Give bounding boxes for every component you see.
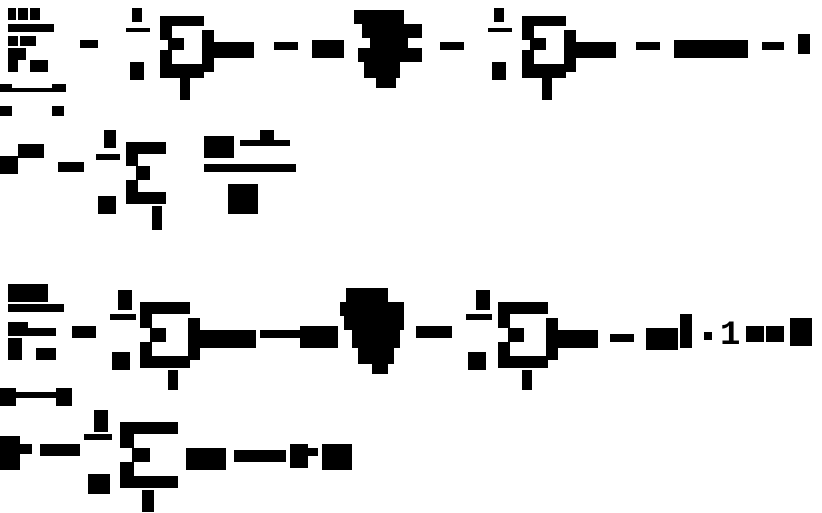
- minus-sign: [274, 42, 298, 50]
- fraction-one: [118, 290, 132, 310]
- sigma-top: [498, 302, 548, 314]
- glyph-pixel: [28, 328, 56, 336]
- glyph-pixel: [576, 42, 616, 58]
- arrow-right-icon: [52, 84, 66, 92]
- glyph-pixel: [0, 436, 20, 470]
- sigma-mid: [508, 328, 524, 342]
- glyph-pixel: [8, 48, 26, 60]
- sigma-subscript: [152, 206, 162, 230]
- glyph-pixel: [340, 302, 404, 316]
- glyph-pixel: [214, 42, 254, 58]
- arrow-right-icon: [56, 388, 72, 406]
- glyph-pixel: [646, 328, 678, 350]
- glyph-pixel: [18, 144, 44, 158]
- glyph-pixel: [18, 8, 28, 20]
- glyph-pixel: [546, 318, 558, 360]
- sigma-mid: [150, 328, 166, 342]
- glyph-pixel: [200, 330, 256, 348]
- sigma-mid: [168, 38, 184, 50]
- equals-sign: [72, 326, 96, 338]
- equals-sign: [80, 40, 98, 48]
- glyph-pixel: [300, 326, 338, 348]
- equals-sign: [416, 326, 452, 338]
- sigma-left: [498, 314, 510, 328]
- fraction-one: [104, 130, 116, 148]
- trailing-digit-0: [790, 318, 812, 346]
- multiply-dot: [308, 448, 318, 456]
- sigma-bottom: [160, 64, 204, 78]
- glyph-pixel: [8, 60, 18, 72]
- fraction-one: [94, 410, 108, 432]
- glyph-pixel: [364, 62, 400, 78]
- sigma-left-bottom: [498, 342, 510, 356]
- sigma-top: [160, 16, 204, 26]
- glyph-pixel: [372, 364, 388, 374]
- glyph-pixel: [228, 184, 258, 214]
- glyph-pixel: [376, 78, 396, 88]
- fraction-one: [132, 8, 142, 22]
- glyph-pixel: [344, 316, 404, 330]
- fraction-bar: [204, 164, 296, 172]
- glyph-pixel: [8, 322, 28, 336]
- sigma-left: [126, 154, 138, 166]
- sigma-left-bottom: [140, 342, 152, 356]
- glyph-pixel: [36, 348, 56, 360]
- glyph-pixel: [358, 48, 422, 62]
- sigma-bottom: [522, 64, 566, 78]
- glyph-pixel: [346, 288, 388, 302]
- fraction-bar: [110, 314, 136, 320]
- glyph-pixel: [564, 30, 576, 72]
- glyph-pixel: [30, 60, 48, 72]
- sigma-left-bottom: [160, 50, 172, 64]
- equals-sign: [440, 42, 464, 50]
- glyph-pixel: [290, 444, 308, 468]
- fraction-n: [130, 62, 144, 80]
- fraction-n: [112, 352, 130, 370]
- sigma-subscript: [522, 370, 532, 390]
- sigma-left-bottom: [522, 50, 534, 64]
- sigma-mid: [136, 166, 150, 180]
- arrow-shaft: [10, 392, 58, 398]
- sigma-top: [126, 142, 166, 154]
- sigma-top: [522, 16, 566, 26]
- glyph-pixel: [0, 106, 12, 116]
- sigma-subscript: [542, 78, 552, 100]
- glyph-pixel: [322, 444, 352, 470]
- glyph-pixel: [8, 8, 16, 20]
- fraction-bar: [84, 434, 112, 440]
- minus-sign: [636, 42, 660, 50]
- fraction-bar: [370, 38, 408, 48]
- sigma-top: [140, 302, 190, 314]
- glyph-pixel: [30, 8, 40, 20]
- fraction-n: [468, 352, 486, 370]
- glyph-pixel: [312, 40, 344, 58]
- glyph-pixel: [354, 10, 404, 24]
- minus-sign: [610, 334, 634, 342]
- sigma-top: [120, 422, 178, 434]
- minus-sign: [762, 42, 784, 50]
- sigma-bottom: [140, 356, 190, 368]
- glyph-pixel: [0, 156, 18, 174]
- equals-sign: [40, 444, 80, 456]
- trailing-digit-1: 1: [720, 317, 741, 355]
- sigma-left: [140, 314, 152, 328]
- glyph-pixel: [8, 284, 48, 302]
- fraction-bar: [96, 154, 120, 160]
- glyph-pixel: [8, 36, 18, 46]
- fraction-n: [88, 474, 110, 494]
- glyph-pixel: [20, 36, 36, 46]
- sigma-left: [160, 26, 172, 40]
- glyph-pixel: [204, 136, 234, 158]
- glyph-pixel: [202, 30, 214, 72]
- sigma-bottom: [126, 192, 166, 204]
- multiply-dot: [704, 332, 712, 340]
- minus-sign: [260, 330, 300, 338]
- sigma-bottom: [498, 356, 548, 368]
- fraction-bar: [466, 314, 492, 320]
- glyph-pixel: [186, 448, 226, 470]
- glyph-pixel: [362, 24, 422, 38]
- glyph-pixel: [260, 130, 274, 142]
- fraction-bar: [8, 304, 64, 312]
- glyph-pixel: [8, 338, 22, 360]
- fraction-bar: [488, 28, 512, 32]
- glyph-pixel: [680, 314, 692, 348]
- glyph-pixel: [352, 330, 400, 348]
- fraction-n: [492, 62, 506, 80]
- glyph-pixel: [766, 326, 784, 342]
- glyph-pixel: [746, 326, 764, 342]
- minus-sign: [234, 450, 286, 462]
- sigma-mid: [530, 38, 546, 50]
- glyph-pixel: [358, 348, 394, 364]
- glyph-pixel: [20, 444, 32, 454]
- sigma-mid: [132, 448, 150, 462]
- sigma-bottom: [120, 476, 178, 488]
- sigma-left: [120, 434, 134, 448]
- sigma-left-bottom: [120, 462, 134, 476]
- glyph-pixel: [674, 40, 748, 58]
- sigma-left-bottom: [126, 180, 138, 192]
- fraction-bar: [8, 24, 54, 32]
- sigma-left: [522, 26, 534, 40]
- sigma-subscript: [180, 78, 190, 100]
- fraction-n: [98, 196, 116, 214]
- equals-sign: [58, 162, 84, 172]
- fraction-one: [494, 8, 504, 22]
- glyph-pixel: [558, 330, 598, 348]
- sigma-subscript: [168, 370, 178, 390]
- fraction-bar: [126, 28, 150, 32]
- glyph-pixel: [798, 34, 810, 54]
- fraction-one: [476, 290, 490, 310]
- glyph-pixel: [188, 318, 200, 360]
- glyph-pixel: [52, 106, 64, 116]
- sigma-subscript: [142, 490, 154, 512]
